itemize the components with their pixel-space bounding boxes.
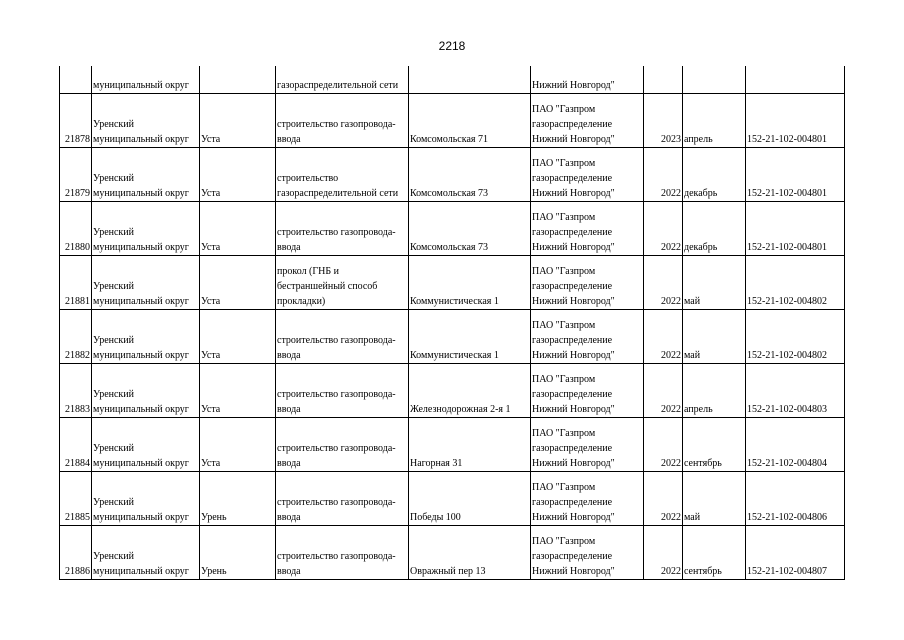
address-cell: Железнодорожная 2-я 1 xyxy=(409,364,531,418)
table-row xyxy=(60,148,845,202)
work-type-cell: строительство газопровода- ввода xyxy=(276,418,409,472)
year-cell: 2022 xyxy=(644,364,683,418)
district-cell: Уренский муниципальный округ xyxy=(92,418,200,472)
work-type-cell: строительство газопровода- ввода xyxy=(276,310,409,364)
work-type-cell: строительство газопровода- ввода xyxy=(276,94,409,148)
operator-cell: ПАО "Газпром газораспределение Нижний Новгород" xyxy=(531,418,644,472)
code-cell: 152-21-102-004801 xyxy=(746,202,845,256)
operator-cell: ПАО "Газпром газораспределение Нижний Новгород" xyxy=(531,526,644,580)
work-type-cell: прокол (ГНБ и бестраншейный способ прокладки) xyxy=(276,256,409,310)
operator-cell: ПАО "Газпром газораспределение Нижний Новгород" xyxy=(531,256,644,310)
operator-cell: ПАО "Газпром газораспределение Нижний Новгород" xyxy=(531,364,644,418)
locality-cell: Уста xyxy=(200,94,276,148)
locality-cell: Уста xyxy=(200,418,276,472)
row-number-cell: 21885 xyxy=(60,472,92,526)
locality-cell: Урень xyxy=(200,472,276,526)
district-cell: Уренский муниципальный округ xyxy=(92,148,200,202)
table-row xyxy=(60,256,845,310)
table-row-continuation xyxy=(60,66,845,94)
table-row xyxy=(60,418,845,472)
code-cell: 152-21-102-004801 xyxy=(746,94,845,148)
locality-cell: Урень xyxy=(200,526,276,580)
gas-works-table xyxy=(59,66,845,580)
code-cell: 152-21-102-004801 xyxy=(746,148,845,202)
locality-cell: Уста xyxy=(200,202,276,256)
work-type-cell: строительство газораспределительной сети xyxy=(276,148,409,202)
locality-cell: Уста xyxy=(200,364,276,418)
locality-cell: Уста xyxy=(200,256,276,310)
locality-cell: Уста xyxy=(200,310,276,364)
table-row xyxy=(60,310,845,364)
row-number-cell: 21886 xyxy=(60,526,92,580)
year-cell: 2022 xyxy=(644,472,683,526)
year-cell: 2022 xyxy=(644,526,683,580)
code-cell: 152-21-102-004802 xyxy=(746,256,845,310)
month-cell: апрель xyxy=(683,364,746,418)
district-cell: Уренский муниципальный округ xyxy=(92,364,200,418)
month-cell: май xyxy=(683,310,746,364)
operator-cell: ПАО "Газпром газораспределение Нижний Новгород" xyxy=(531,202,644,256)
code-cell: 152-21-102-004802 xyxy=(746,310,845,364)
address-cell: Овражный пер 13 xyxy=(409,526,531,580)
operator-cell: Нижний Новгород" xyxy=(531,66,644,94)
address-cell: Комсомольская 73 xyxy=(409,148,531,202)
operator-cell: ПАО "Газпром газораспределение Нижний Новгород" xyxy=(531,148,644,202)
year-cell: 2023 xyxy=(644,94,683,148)
table-row xyxy=(60,94,845,148)
month-cell: апрель xyxy=(683,94,746,148)
row-number-cell: 21883 xyxy=(60,364,92,418)
address-cell: Комсомольская 71 xyxy=(409,94,531,148)
district-cell: Уренский муниципальный округ xyxy=(92,310,200,364)
month-cell: сентябрь xyxy=(683,526,746,580)
year-cell: 2022 xyxy=(644,202,683,256)
district-cell: Уренский муниципальный округ xyxy=(92,94,200,148)
address-cell: Коммунистическая 1 xyxy=(409,256,531,310)
work-type-cell: строительство газопровода- ввода xyxy=(276,472,409,526)
year-cell: 2022 xyxy=(644,256,683,310)
work-type-cell: строительство газопровода- ввода xyxy=(276,526,409,580)
work-type-cell: строительство газопровода- ввода xyxy=(276,364,409,418)
address-cell xyxy=(409,66,531,94)
month-cell: декабрь xyxy=(683,148,746,202)
month-cell: май xyxy=(683,256,746,310)
locality-cell xyxy=(200,66,276,94)
row-number-cell xyxy=(60,66,92,94)
district-cell: Уренский муниципальный округ xyxy=(92,526,200,580)
row-number-cell: 21878 xyxy=(60,94,92,148)
year-cell: 2022 xyxy=(644,418,683,472)
address-cell: Коммунистическая 1 xyxy=(409,310,531,364)
address-cell: Победы 100 xyxy=(409,472,531,526)
month-cell xyxy=(683,66,746,94)
locality-cell: Уста xyxy=(200,148,276,202)
page-number: 2218 xyxy=(438,39,466,53)
operator-cell: ПАО "Газпром газораспределение Нижний Новгород" xyxy=(531,94,644,148)
row-number-cell: 21881 xyxy=(60,256,92,310)
row-number-cell: 21882 xyxy=(60,310,92,364)
row-number-cell: 21879 xyxy=(60,148,92,202)
month-cell: май xyxy=(683,472,746,526)
work-type-cell: газораспределительной сети xyxy=(276,66,409,94)
table-row xyxy=(60,202,845,256)
district-cell: муниципальный округ xyxy=(92,66,200,94)
table-row xyxy=(60,364,845,418)
code-cell: 152-21-102-004803 xyxy=(746,364,845,418)
code-cell xyxy=(746,66,845,94)
address-cell: Комсомольская 73 xyxy=(409,202,531,256)
row-number-cell: 21880 xyxy=(60,202,92,256)
code-cell: 152-21-102-004806 xyxy=(746,472,845,526)
table-row xyxy=(60,472,845,526)
year-cell: 2022 xyxy=(644,148,683,202)
year-cell xyxy=(644,66,683,94)
district-cell: Уренский муниципальный округ xyxy=(92,256,200,310)
district-cell: Уренский муниципальный округ xyxy=(92,202,200,256)
district-cell: Уренский муниципальный округ xyxy=(92,472,200,526)
operator-cell: ПАО "Газпром газораспределение Нижний Новгород" xyxy=(531,310,644,364)
code-cell: 152-21-102-004807 xyxy=(746,526,845,580)
month-cell: декабрь xyxy=(683,202,746,256)
row-number-cell: 21884 xyxy=(60,418,92,472)
table-row xyxy=(60,526,845,580)
year-cell: 2022 xyxy=(644,310,683,364)
month-cell: сентябрь xyxy=(683,418,746,472)
address-cell: Нагорная 31 xyxy=(409,418,531,472)
work-type-cell: строительство газопровода- ввода xyxy=(276,202,409,256)
code-cell: 152-21-102-004804 xyxy=(746,418,845,472)
operator-cell: ПАО "Газпром газораспределение Нижний Новгород" xyxy=(531,472,644,526)
